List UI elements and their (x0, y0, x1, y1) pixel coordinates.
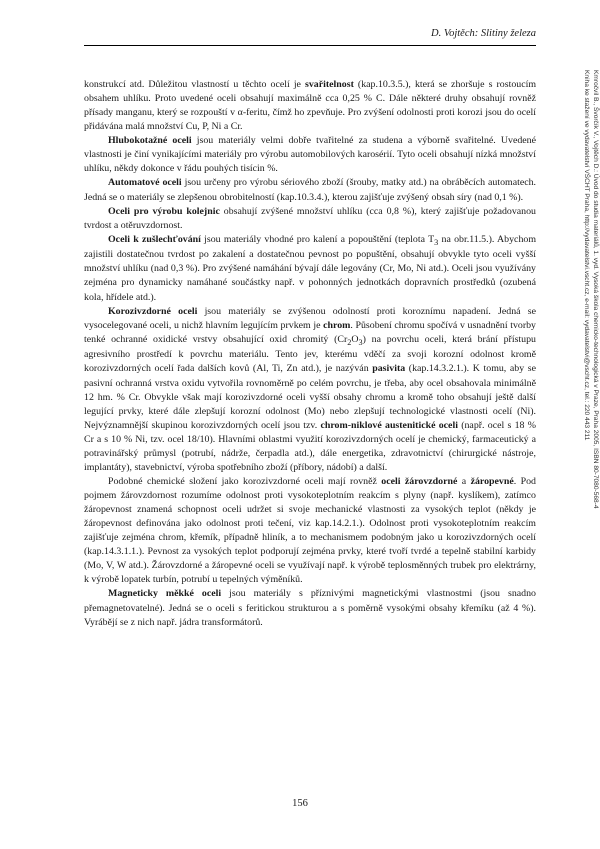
bold-term: Korozivzdorné oceli (108, 305, 198, 317)
bold-term: chrom (323, 319, 351, 331)
text-run: . Působení chromu spočívá v usnadnění tvorby tenké ochranné oxidické vrstvy obsahující oxid chromitý (Cr (84, 319, 536, 345)
bold-term: oceli žárovzdorné (381, 475, 458, 487)
text-run: O (351, 333, 359, 345)
bold-term: Magneticky měkké oceli (108, 588, 222, 600)
header-title: D. Vojtěch: Slitiny železa (431, 28, 536, 39)
text-run: jsou materiály velmi dobře tvařitelné za studena a výborně svařitelné. Uvedené vlastnosti je činí vynikajícími materiály pro výrobu automobilových karosérií. Tyto oceli obsahují nízká množství uhlíku, někdy dokonce v řádu pouhých tisícin %. (84, 135, 536, 175)
paragraph (84, 176, 536, 204)
paragraph (84, 475, 536, 588)
subscript: 3 (358, 337, 363, 347)
text-run: (např. ocel s 18 % Cr a s 10 % Ni, tzv. ocel 18/10). Hlavními oblastmi využití korozivzdorných ocelí je chemický, farmaceutický a potravinářský průmysl (potrubí, nádrže, čerpadla atd.), dále energetika, zdravotnictví (chirurgické nástroje, implantáty), stavebnictví, výroba spotřebního zboží (příbory, nádobí) a další. (84, 419, 536, 473)
bold-term: žáropevné (470, 475, 514, 487)
text-run: (kap.10.3.5.), která se zhoršuje s rostoucím obsahem uhlíku. Proto uvedené oceli obsahují maximálně cca 0,25 % C. Dále některé druhy obsahují rovněž přísady manganu, který se rozpouští v α-feritu, čímž ho zpevňuje. Pro zvýšení odolnosti proti korozi jsou do ocelí přidávána malá množství Cu, P, Ni a Cr. (84, 79, 537, 133)
paragraph (84, 134, 536, 176)
bold-term: Oceli k zušlechťování (108, 233, 201, 245)
text-run: obsahují zvýšené množství uhlíku (cca 0,8 %), který zajišťuje požadovanou tvrdost a otěruvzdornost. (84, 205, 536, 231)
running-header (84, 26, 536, 46)
paragraph (84, 587, 536, 629)
bold-term: Automatové oceli (108, 177, 182, 189)
header-rule (84, 45, 536, 46)
text-run: . Pod pojmem žárovzdornost rozumíme odolnost proti vysokoteplotním reakcím s plyny (např. kyslíkem), zatímco žáropevnost znamená schopnost oceli udržet si svoje mechanické vlastnosti za vysokých teplot (někdy je žáropevnost definována jako odolnost proti tečení, viz kap.14.2.1.). Odolnost proti vysokoteplotním reakcím zajišťuje zejména chrom, křemík, případně hliník, a to mechanismem podobným jako u korozivzdorných ocelí (kap.14.3.1.1.). Pevnost za vysokých teplot podporují zejména prvky, které tvoří tvrdé a tepelně stabilní karbidy (Mo, V, W atd.). Žárovzdorné a žáropevné oceli se využívají např. k výrobě teplosměnných trubek pro elektrárny, k výrobě lopatek turbín, potrubí u tepelných výměníků. (84, 475, 536, 586)
text-run: konstrukcí atd. Důležitou vlastností u těchto ocelí je (84, 79, 306, 90)
side-note-line-1: Kmročvil B., Švorčík V., Vojtěch D.: Úvod do studia materiálů, 1. vyd. Vysoká škola chemicko-technologická v Praze, Praha 2005, ISBN 80-7080-568-4 (592, 70, 599, 509)
text-run: ) na povrchu oceli, která brání přístupu agresivního prostředí k povrchu materiálu. Tento jev, kterému vděčí za svoji korozní odolnost kromě korozivzdorných ocelí řada dalších kovů (Al, Ti, Zn atd.), je nazýván (84, 333, 536, 375)
side-note-line-2: Kniha ke stažení ve vydavatelství VŠCHT Praha, http://vydavatelstvi.vscht.cz, e-mail: vydavatelstvi@vscht.cz, tel.: 220 443 211 (583, 70, 591, 441)
text-run: jsou materiály vhodné pro kalení a popouštění (teplota T (200, 233, 435, 245)
bold-term: Oceli pro výrobu kolejnic (108, 205, 220, 217)
paragraph (84, 233, 536, 305)
body-text (84, 78, 536, 630)
paragraph (84, 78, 536, 134)
text-run: na obr.11.5.). Abychom zajistili dostatečnou tvrdost po zakalení a dostatečnou pevnost po popuštění, obsahují obvykle tyto oceli vyšší množství uhlíku (nad 0,3 %). Pro zvýšené namáhání bývají dále legovány (Cr, Mo, Ni atd.). Oceli jsou využívány zejména pro dynamicky namáhané součástky např. v pohonných jednotkách dopravních prostředků (ozubená kola, hřídele atd.). (84, 233, 536, 303)
page-number: 156 (292, 798, 308, 809)
bold-term: pasivita (372, 363, 406, 375)
subscript: 2 (347, 337, 352, 347)
bold-term: Hlubokotažné oceli (108, 135, 192, 147)
text-run: jsou určeny pro výrobu sériového zboží (šrouby, matky atd.) na obráběcích automatech. Jedná se o materiály se zlepšenou obrobitelností (kap.10.3.4.), kterou zajišťuje zvýšený obsah síry (nad 0,1 %). (84, 177, 536, 203)
bold-term: chrom-niklové austenitické oceli (320, 419, 458, 431)
text-run: Podobné chemické složení jako korozivzdorné oceli mají rovněž (108, 475, 382, 487)
text-run: jsou materiály s příznivými magnetickými vlastnostmi (jsou snadno přemagnetovatelné). Jedná se o oceli s feritickou strukturou a s poměrně vysokými obsahy křemíku (až 4 %). Vyrábějí se z nich např. jádra transformátorů. (84, 588, 536, 628)
bold-term: svařitelnost (305, 79, 354, 90)
text-run: (kap.14.3.2.1.). K tomu, aby se pasivní ochranná vrstva oxidu vytvořila rovnoměrně po celém povrchu, je třeba, aby ocel obsahovala minimálně 12 hm. % Cr. Obvykle však mají korozivzdorné oceli vyšší obsahy chromu a kromě toho obsahují ještě další legující prvky, které dále zlepšují korozní odolnost (Mo) nebo zlepšují technologické vlastnosti ocelí (Ni). Nejvýznamnější skupinou korozivzdorných ocelí jsou tzv. (84, 363, 536, 431)
text-run: jsou materiály se zvýšenou odolností proti koroznímu napadení. Jedná se vysocelegované oceli, u nichž hlavním legujícím prvkem je (84, 305, 536, 331)
side-copyright-note (575, 70, 599, 630)
paragraph (84, 205, 536, 233)
text-run: a (457, 475, 471, 487)
paragraph (84, 305, 536, 475)
subscript: 3 (434, 237, 439, 247)
